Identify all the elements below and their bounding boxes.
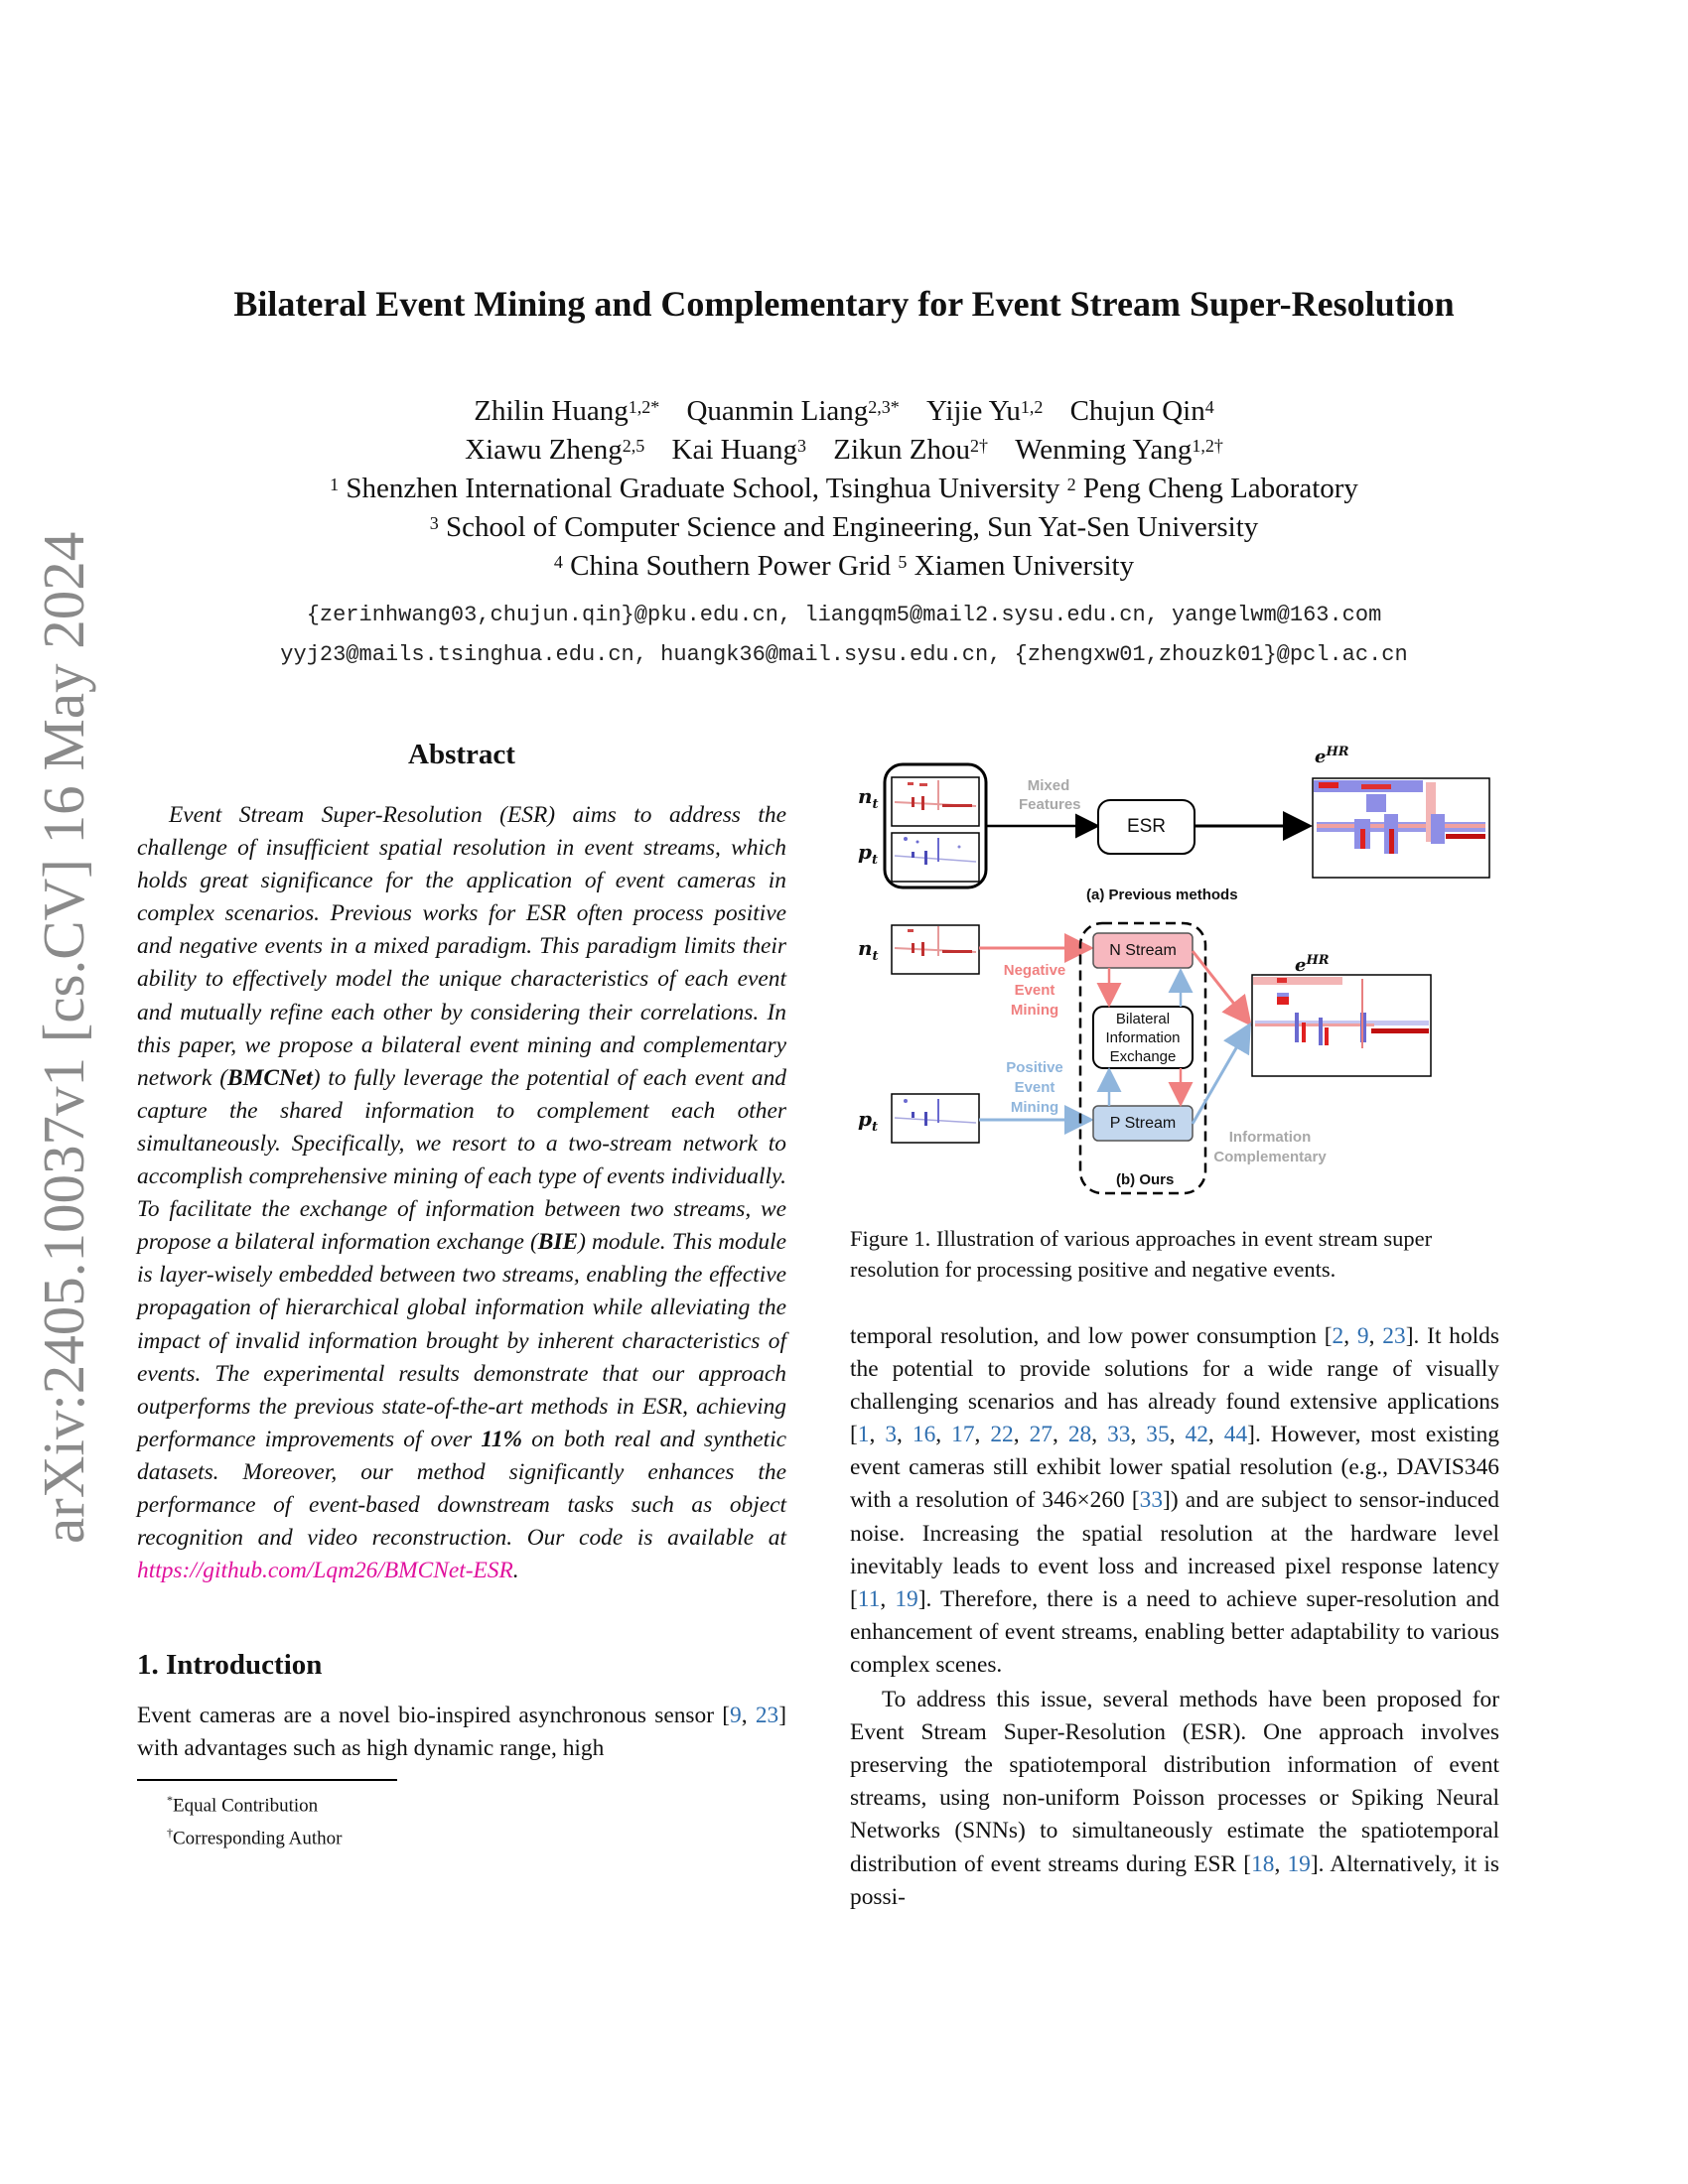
- input-p-label-b: $p_t$: [858, 1107, 878, 1135]
- abstract-heading: Abstract: [408, 739, 515, 770]
- section-heading-introduction: 1. Introduction: [137, 1649, 323, 1682]
- bmcnet-term: BMCNet: [227, 1064, 313, 1091]
- bie-term: BIE: [537, 1229, 579, 1256]
- author: Kai Huang$^3$: [671, 434, 806, 466]
- footnotes: [137, 1787, 786, 1851]
- citation-link[interactable]: 11: [857, 1585, 881, 1612]
- citation-link[interactable]: 1: [857, 1422, 870, 1448]
- author-line-1: [0, 392, 1688, 431]
- footnote-equal-contribution: *Equal Contribution: [167, 1793, 319, 1817]
- n-stream-block: N Stream: [1109, 941, 1177, 959]
- author-line-2: [0, 431, 1688, 470]
- citation-link[interactable]: 3: [885, 1422, 898, 1448]
- bilateral-information-exchange-block: Bilateral Information Exchange: [1105, 1010, 1181, 1065]
- left-column: [137, 735, 786, 1851]
- paragraph: temporal resolution, and low power consumption [2, 9, 23]. It holds the potential to provide solutions for a wide range of visually challenging scenarios and has already found extensive applications [1, 3, 16, 17, 22, 27, 28, 33, 35, 42, 44]. However, most existing event cameras still exhibit lower spatial resolution (e.g., DAVIS346 with a resolution of 346×260 [33]) and are subject to sensor-induced noise. Increasing the spatial resolution at the hardware level inevitably leads to event loss and increased pixel response latency [11, 19]. Therefore, there is a need to achieve super-resolution and enhancement of event streams, enabling better adaptability to various complex scenes.: [850, 1323, 1499, 1678]
- figure-1: [850, 735, 1499, 1211]
- author-emails: [0, 596, 1688, 675]
- citation-link[interactable]: 35: [1146, 1422, 1170, 1448]
- positive-event-mining-label: Positive Event Mining: [1006, 1059, 1063, 1116]
- introduction-paragraph: Event cameras are a novel bio-inspired asynchronous sensor [9, 23] with advantages such as high dynamic range, high: [137, 1703, 786, 1762]
- introduction-continued: [850, 1320, 1499, 1914]
- output-ehr-label: $e^{HR}$: [1315, 745, 1349, 767]
- citation-link[interactable]: 22: [990, 1422, 1014, 1448]
- input-p-label: $p_t$: [858, 840, 878, 868]
- citation-link[interactable]: 16: [912, 1422, 936, 1448]
- citation-link[interactable]: 9: [1356, 1323, 1369, 1349]
- citation-link[interactable]: 44: [1223, 1422, 1248, 1448]
- email-line: yyj23@mails.tsinghua.edu.cn, huangk36@mail.sysu.edu.cn, {zhengxw01,zhouzk01}@pcl.ac.cn: [280, 642, 1408, 667]
- citation-link[interactable]: 23: [1382, 1323, 1406, 1349]
- citation-link[interactable]: 27: [1029, 1422, 1053, 1448]
- input-n-label-b: $n_t$: [858, 936, 879, 964]
- email-line: {zerinhwang03,chujun.qin}@pku.edu.cn, liangqm5@mail2.sysu.edu.cn, yangelwm@163.com: [306, 603, 1382, 627]
- arxiv-identifier-stamp: arXiv:2405.10037v1 [cs.CV] 16 May 2024: [31, 531, 96, 1544]
- author: Xiawu Zheng$^{2,5}$: [465, 434, 645, 466]
- figure-1-caption: Figure 1. Illustration of various approaches in event stream super resolution for processing positive and negative events.: [850, 1226, 1433, 1282]
- paper-title: Bilateral Event Mining and Complementary for Event Stream Super-Resolution: [233, 284, 1455, 324]
- author: Quanmin Liang$^{2,3*}$: [686, 395, 900, 427]
- citation-link[interactable]: 2: [1332, 1323, 1344, 1349]
- information-complementary-label: Information Complementary: [1213, 1129, 1327, 1165]
- citation-link[interactable]: 9: [730, 1703, 742, 1729]
- esr-box-label: ESR: [1126, 816, 1167, 837]
- footnote-corresponding-author: †Corresponding Author: [167, 1825, 343, 1849]
- output-ehr-label-b: $e^{HR}$: [1295, 953, 1330, 976]
- negative-event-mining-label: Negative Event Mining: [1003, 962, 1066, 1019]
- footnote-divider: [137, 1779, 397, 1781]
- affiliation-line: $^3$ School of Computer Science and Engineering, Sun Yat-Sen University: [429, 511, 1259, 543]
- citation-link[interactable]: 33: [1139, 1487, 1164, 1514]
- mixed-features-label: Mixed Features: [1019, 777, 1081, 813]
- right-column: [850, 735, 1499, 1914]
- citation-link[interactable]: 23: [755, 1703, 779, 1729]
- panel-b-caption: (b) Ours: [1116, 1171, 1175, 1188]
- input-n-label: $n_t$: [858, 784, 879, 812]
- citation-link[interactable]: 42: [1185, 1422, 1208, 1448]
- affiliation-line: $^1$ Shenzhen International Graduate School, Tsinghua University $^2$ Peng Cheng Laboratory: [330, 473, 1358, 504]
- author: Wenming Yang$^{1,2\dagger}$: [1015, 434, 1223, 466]
- author-block: [0, 392, 1688, 586]
- p-stream-block: P Stream: [1109, 1114, 1177, 1132]
- citation-link[interactable]: 28: [1067, 1422, 1092, 1448]
- citation-link[interactable]: 18: [1251, 1850, 1275, 1877]
- author: Zhilin Huang$^{1,2*}$: [474, 395, 660, 427]
- panel-a-caption: (a) Previous methods: [1086, 887, 1238, 903]
- code-repository-link[interactable]: https://github.com/Lqm26/BMCNet-ESR: [137, 1558, 513, 1584]
- paragraph: To address this issue, several methods have been proposed for Event Stream Super-Resolution (ESR). One approach involves preserving the spatiotemporal distribution information of event streams, using non-uniform Poisson processes or Spiking Neural Networks (SNNs) to simultaneously estimate the spatiotemporal distribution of event streams during ESR [18, 19]. Alternatively, it is possi-: [850, 1687, 1499, 1910]
- author: Chujun Qin$^4$: [1069, 395, 1214, 427]
- author: Yijie Yu$^{1,2}$: [926, 395, 1044, 427]
- abstract-body: Event Stream Super-Resolution (ESR) aims to address the challenge of insufficient spatial resolution in event streams, which holds great significance for the application of event cameras in complex scenarios. Previous works for ESR often process positive and negative events in a mixed paradigm. This paradigm limits their ability to effectively model the unique characteristics of each event and mutually refine each other by considering their correlations. In this paper, we propose a bilateral event mining and complementary network (BMCNet) to fully leverage the potential of each event and capture the shared information to complement each other simultaneously. Specifically, we resort to a two-stream network to accomplish comprehensive mining of each type of events individually. To facilitate the exchange of information between two streams, we propose a bilateral information exchange (BIE) module. This module is layer-wisely embedded between two streams, enabling the effective propagation of hierarchical global information while alleviating the impact of invalid information brought by inherent characteristics of events. The experimental results demonstrate that our approach outperforms the previous state-of-the-art methods in ESR, achieving performance improvements of over 11% on both real and synthetic datasets. Moreover, our method significantly enhances the performance of event-based downstream tasks such as object recognition and video reconstruction. Our code is available at https://github.com/Lqm26/BMCNet-ESR.: [137, 802, 786, 1584]
- citation-link[interactable]: 17: [951, 1422, 975, 1448]
- affiliation-line: $^4$ China Southern Power Grid $^5$ Xiamen University: [553, 550, 1135, 582]
- citation-link[interactable]: 33: [1107, 1422, 1131, 1448]
- author: Zikun Zhou$^{2\dagger}$: [833, 434, 988, 466]
- citation-link[interactable]: 19: [895, 1585, 918, 1612]
- citation-link[interactable]: 19: [1287, 1850, 1311, 1877]
- improvement-percentage: 11%: [481, 1426, 523, 1452]
